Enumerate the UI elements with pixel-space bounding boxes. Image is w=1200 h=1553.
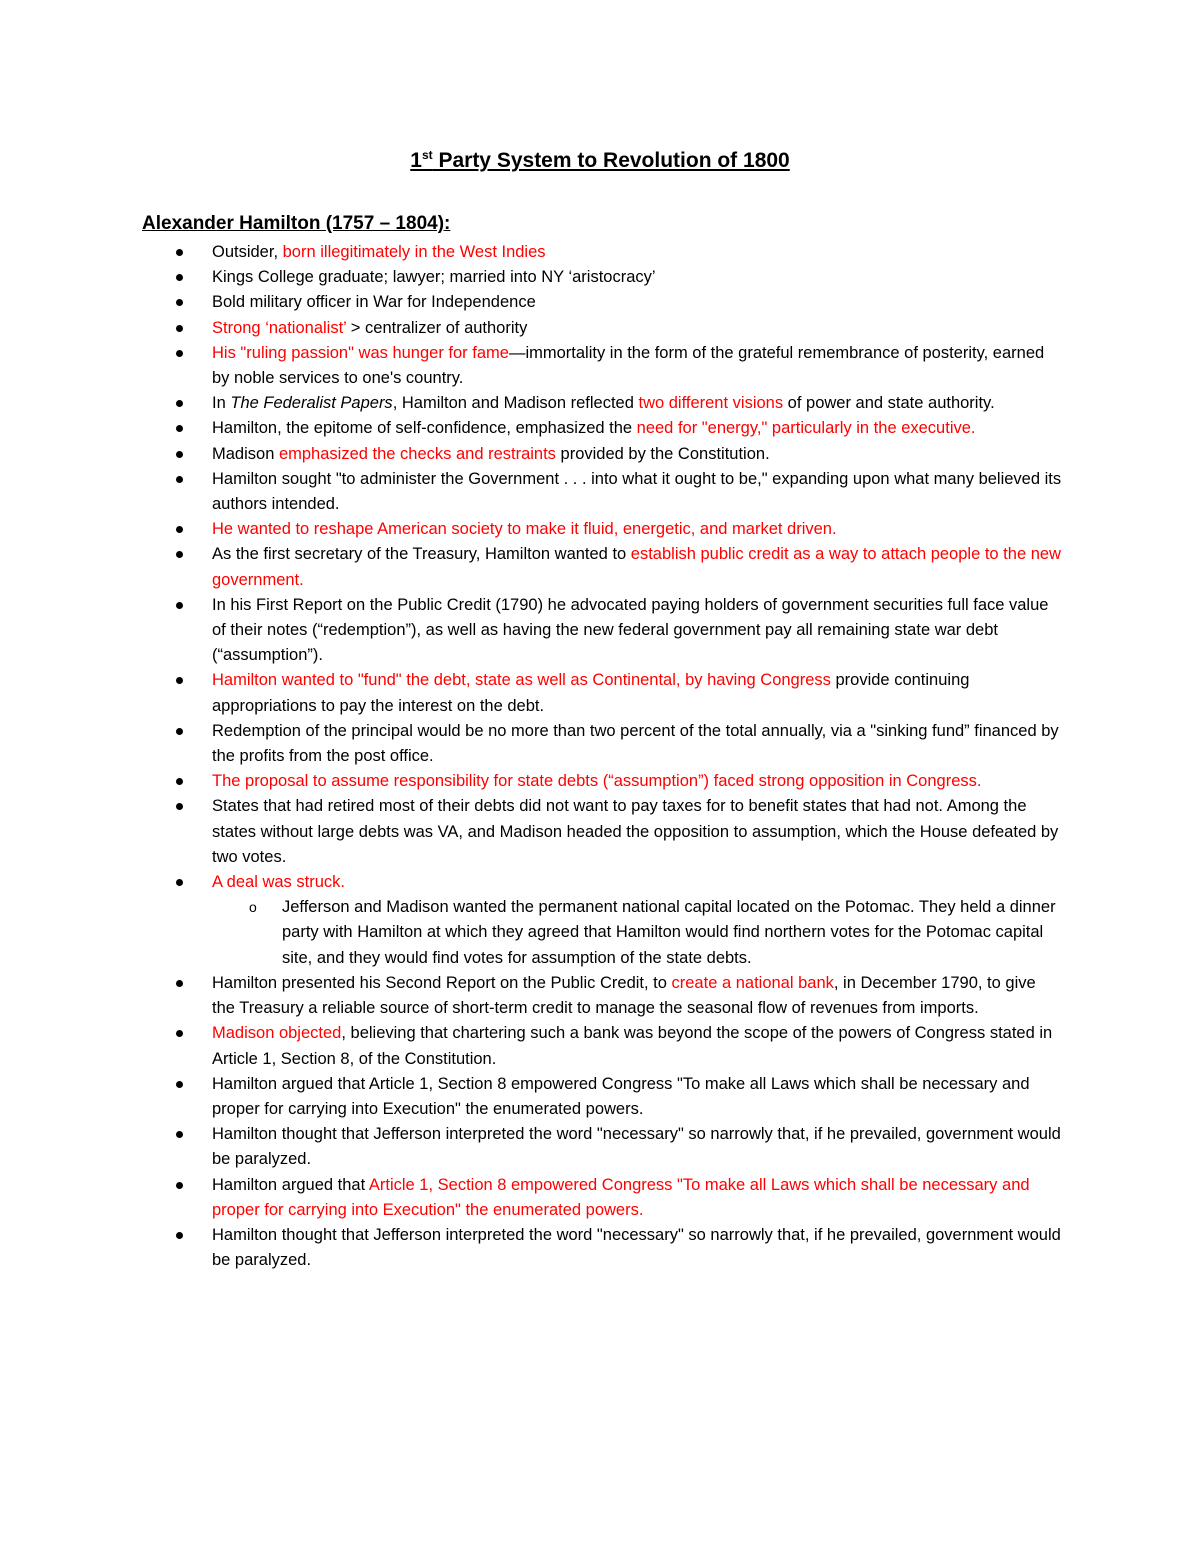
bullet-item [142, 391, 1062, 416]
bullet-icon [176, 551, 183, 558]
bullet-item [142, 442, 1062, 467]
bullet-text: Hamilton sought "to administer the Government . . . into what it ought to be," expanding upon what many believed its authors intended. [212, 469, 1062, 514]
bullet-text: , Hamilton and Madison reflected [392, 394, 639, 413]
bullet-item [142, 870, 1062, 895]
bullet-item [142, 1223, 1062, 1273]
bullet-item [142, 416, 1062, 441]
bullet-item [142, 467, 1062, 517]
bullet-item [142, 971, 1062, 1021]
bullet-text: Hamilton thought that Jefferson interpreted the word "necessary" so narrowly that, if he prevailed, government would be paralyzed. [212, 1225, 1061, 1270]
bullet-text: Outsider, [212, 243, 283, 261]
bullet-text: Kings College graduate; lawyer; married into NY ‘aristocracy’ [212, 268, 656, 287]
bullet-icon [176, 425, 183, 432]
bullet-item [142, 316, 1062, 341]
bullet-text: The proposal to assume responsibility for state debts (“assumption”) faced strong opposition in Congress. [212, 772, 982, 791]
bullet-icon [176, 325, 183, 332]
bullet-icon [176, 400, 183, 407]
bullet-text: Strong ‘nationalist’ [212, 318, 347, 337]
bullet-text: —immortality in the form of the grateful remembrance of posterity, earned by noble services to one's country. [212, 343, 1045, 388]
bullet-item [142, 769, 1062, 794]
bullet-icon [176, 451, 183, 458]
bullet-text: As the first secretary of the Treasury, Hamilton wanted to [212, 545, 631, 564]
bullet-text: emphasized the checks and restraints [278, 444, 556, 463]
bullet-text: Hamilton presented his Second Report on the Public Credit, to [212, 973, 672, 992]
bullet-text: The Federalist Papers [230, 394, 393, 413]
bullet-icon [176, 602, 183, 609]
bullet-icon [176, 274, 183, 281]
bullet-text: , believing that chartering such a bank was beyond the scope of the powers of Congress stated in Article 1, Section 8, of the Constitution. [212, 1024, 1053, 1068]
bullet-icon [176, 1232, 183, 1239]
bullet-text: Hamilton argued that [212, 1175, 369, 1194]
bullet-icon [176, 1081, 183, 1088]
bullet-item [142, 1173, 1062, 1223]
title-number: 1 [410, 149, 422, 172]
bullet-list [142, 240, 1062, 1273]
bullet-text: Hamilton argued that Article 1, Section 8 empowered Congress "To make all Laws which shall be necessary and proper for carrying into Execution" the enumerated powers. [212, 1074, 1030, 1118]
bullet-icon [176, 526, 183, 533]
sub-bullet-text: Jefferson and Madison wanted the permanent national capital located on the Potomac. They held a dinner party with Hamilton at which they agreed that Hamilton would find northern votes for the Potomac capital site, and they would find votes for assumption of the state debts. [282, 898, 1056, 967]
circle-bullet-icon: o [249, 899, 257, 916]
bullet-text: He wanted to reshape American society to make it fluid, energetic, and market driven. [212, 520, 837, 539]
bullet-icon [176, 1030, 183, 1037]
bullet-text: States that had retired most of their debts did not want to pay taxes for to benefit states that had not. Among the states without large debts was VA, and Madison headed the opposition to assumption, which the House defeated by two votes. [212, 797, 1059, 866]
bullet-item [142, 265, 1062, 290]
bullet-text: provide continuing appropriations to pay the interest on the debt. [212, 671, 970, 715]
bullet-text: Hamilton thought that Jefferson interpreted the word "necessary" so narrowly that, if he prevailed, government would be paralyzed. [212, 1125, 1061, 1169]
bullet-text: create a national bank [671, 973, 834, 992]
bullet-item [142, 517, 1062, 542]
bullet-text: Madison objected [212, 1024, 342, 1043]
bullet-text: In his First Report on the Public Credit (1790) he advocated paying holders of government securities full face value of their notes (“redemption”), as well as having the new federal government pay all remaining state war debt (“assumption”). [212, 595, 1049, 665]
bullet-text: need for "energy," particularly in the executive. [636, 419, 976, 438]
bullet-text: Madison [212, 444, 279, 463]
bullet-text: > centralizer of authority [346, 318, 528, 337]
bullet-text: Article 1, Section 8 empowered Congress "To make all Laws which shall be necessary and proper for carrying into Execution" the enumerated powers. [212, 1175, 1030, 1219]
bullet-text: born illegitimately in the West Indies [282, 243, 546, 261]
bullet-item [142, 1021, 1062, 1071]
page-title [0, 148, 1200, 173]
bullet-icon [176, 350, 183, 357]
bullet-item [142, 794, 1062, 870]
bullet-icon [176, 249, 183, 256]
bullet-text: provided by the Constitution. [555, 444, 770, 463]
bullet-item [142, 719, 1062, 769]
bullet-item [142, 290, 1062, 315]
bullet-text: Redemption of the principal would be no more than two percent of the total annually, via a "sinking fund” financed by the profits from the post office. [212, 721, 1059, 766]
bullet-icon [176, 299, 183, 306]
bullet-text: Hamilton, the epitome of self-confidence, emphasized the [212, 419, 637, 438]
bullet-text: Hamilton wanted to "fund" the debt, state as well as Continental, by having Congress [212, 671, 831, 690]
bullet-icon [176, 1182, 183, 1189]
bullet-icon [176, 677, 183, 684]
bullet-text: establish public credit as a way to attach people to the new government. [212, 545, 1061, 589]
bullet-text: , in December 1790, to give the Treasury a reliable source of short-term credit to manage the seasonal flow of revenues from imports. [212, 973, 1036, 1018]
section-heading: Alexander Hamilton (1757 – 1804): [142, 213, 451, 234]
sub-bullet-item [142, 895, 1062, 971]
bullet-icon [176, 803, 183, 810]
bullet-item [142, 240, 1062, 265]
bullet-icon [176, 980, 183, 987]
bullet-text: A deal was struck. [212, 873, 345, 892]
bullet-item [142, 593, 1062, 669]
bullet-text: two different visions [638, 394, 784, 413]
bullet-icon [176, 1131, 183, 1138]
bullet-icon [176, 778, 183, 785]
bullet-item [142, 668, 1062, 718]
bullet-item [142, 542, 1062, 592]
bullet-text: Bold military officer in War for Independence [212, 293, 536, 312]
bullet-text: In [212, 394, 231, 413]
bullet-item [142, 1122, 1062, 1172]
bullet-text: His "ruling passion" was hunger for fame [212, 343, 509, 362]
bullet-text: of power and state authority. [783, 394, 995, 413]
bullet-item [142, 341, 1062, 391]
title-text: Party System to Revolution of 1800 [432, 149, 790, 172]
bullet-icon [176, 476, 183, 483]
bullet-icon [176, 728, 183, 735]
title-superscript: st [421, 148, 433, 162]
bullet-item [142, 1072, 1062, 1122]
bullet-icon [176, 879, 183, 886]
